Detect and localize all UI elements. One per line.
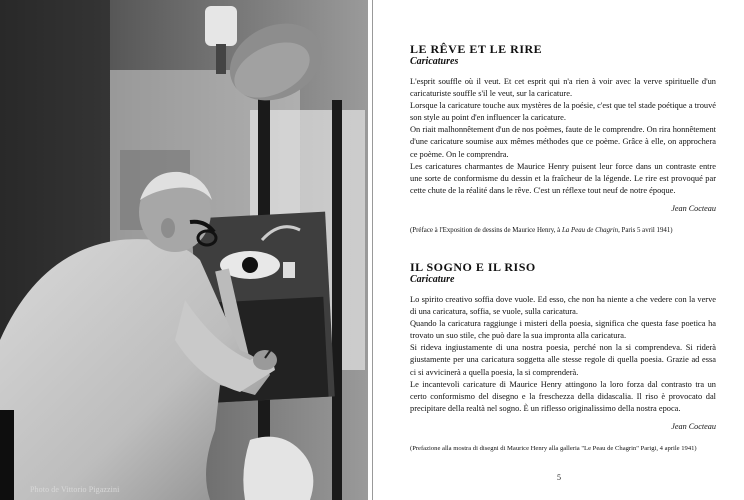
french-note-before: (Préface à l'Exposition de dessins de Maurice Henry, à [410, 226, 562, 234]
italian-title: IL SOGNO E IL RISO [410, 260, 536, 274]
photo-credit: Photo de Vittorio Pigazzini [30, 485, 120, 494]
photo-illustration [0, 0, 368, 500]
french-title: LE RÊVE ET LE RIRE [410, 42, 543, 56]
photograph-artist-painting [0, 0, 368, 500]
italian-subtitle: Caricature [410, 274, 455, 285]
french-subtitle: Caricatures [410, 56, 459, 67]
italian-paragraph: Lo spirito creativo soffia dove vuole. Ed esso, che non ha niente a che vedere con la verve di una caricatura, soffia, se vuole, sulla caricatura. [410, 295, 716, 317]
page-number: 5 [557, 473, 561, 482]
french-paragraph: L'esprit souffle où il veut. Et cet esprit qui n'a rien à voir avec la verve spirituelle d'un caricaturiste souffle s'il le veut, sur la caricature. [410, 77, 716, 99]
italian-paragraph: Si rideva ingiustamente di una nostra poesia, perché non la si comprendeva. Si riderà giustamente per una caricatura soggetta alle stesse regole di quella poesia. Grazie ad essa ci si avvicinerà a quella poesia, la si comprenderà. [410, 343, 716, 377]
french-paragraph: Lorsque la caricature touche aux mystères de la poésie, c'est que tel stade poétique a trouvé son style au point d'en influencer la caricature. [410, 101, 716, 123]
italian-paragraph: Quando la caricatura raggiunge i misteri della poesia, significa che questa fase poetica ha trovato un suo stile, che può dare la sua impronta alla caricatura. [410, 319, 716, 341]
french-paragraph: On riait malhonnêtement d'un de nos poèmes, faute de le comprendre. On rira honnêtement d'une caricature soumise aux mêmes méthodes que ce poème. Grâce à elle, on approchera ce poème. On le comprendra. [410, 125, 716, 159]
french-note-after: , Paris 5 avril 1941) [618, 226, 673, 234]
italian-paragraph: Le incantevoli caricature di Maurice Henry attingono la loro forza dal contrasto tra un certo conformismo del disegno e la freschezza della didascalia. Il riso è provocato dal precipitare della realtà nel sogno. È un riflesso originalissimo della nostra epoca. [410, 379, 716, 413]
italian-section [410, 260, 716, 454]
text-page [372, 0, 744, 500]
italian-source-note: (Prefazione alla mostra di disegni di Maurice Henry alla galleria "Le Peau de Chagrin" Parigi, 4 aprile 1941) [410, 444, 697, 452]
french-section [410, 42, 716, 236]
french-signature: Jean Cocteau [671, 203, 716, 213]
french-note-title: La Peau de Chagrin [561, 226, 619, 234]
italian-signature: Jean Cocteau [671, 421, 716, 431]
french-source-note [410, 226, 716, 236]
french-paragraph: Les caricatures charmantes de Maurice Henry puisent leur force dans un contraste entre une sorte de conformisme du dessin et la fraîcheur de la légende. Le rire est provoqué par cette chute de la réalité dans le rêve. C'est un réflexe tout neuf de notre époque. [410, 161, 716, 195]
